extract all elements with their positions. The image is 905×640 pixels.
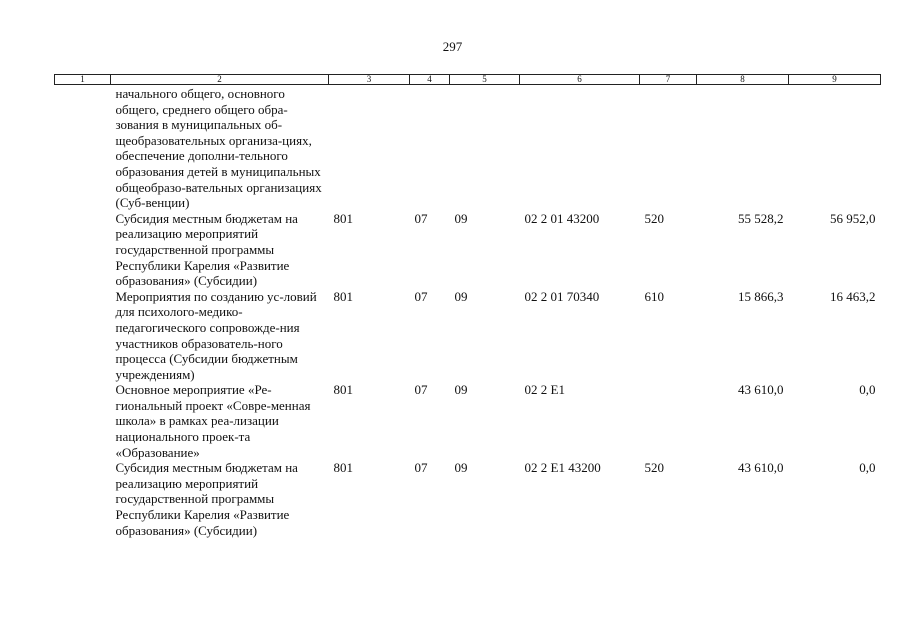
- amount-year-1: [697, 85, 789, 211]
- table-row: [55, 460, 881, 538]
- row-name: Субсидия местным бюджетам на реализацию мероприятий государственной программы Республики Карелия «Развитие образования» (Субсидии): [115, 210, 298, 289]
- target-article-code: [520, 85, 640, 211]
- empty-cell: [55, 211, 111, 289]
- ministry-code: 801: [333, 288, 353, 304]
- amount-year-1: 43 610,0: [738, 382, 784, 398]
- table-row: [55, 211, 881, 289]
- section-code: 07: [414, 288, 428, 304]
- header-cell-col-1: 1: [55, 75, 111, 85]
- expense-type-code: [640, 85, 697, 211]
- row-name: Основное мероприятие «Ре-гиональный проект «Совре-менная школа» в рамках реа-лизации национального проек-та «Образование»: [115, 382, 311, 460]
- amount-year-2: 56 952,0: [830, 210, 876, 226]
- amount-year-2: [789, 85, 881, 211]
- amount-year-1: 15 866,3: [738, 288, 784, 304]
- empty-cell: [55, 460, 111, 538]
- expense-type-code: 520: [644, 210, 664, 226]
- page-number: 297: [442, 39, 463, 54]
- budget-table: [54, 74, 881, 538]
- section-code: [410, 85, 450, 211]
- header-cell-col-6: 6: [520, 75, 640, 85]
- header-cell-col-5: 5: [450, 75, 520, 85]
- header-cell-col-3: 3: [329, 75, 410, 85]
- header-cell-col-8: 8: [697, 75, 789, 85]
- target-article-code: 02 2 E1 43200: [524, 460, 601, 476]
- target-article-code: 02 2 E1: [524, 382, 565, 398]
- header-cell-col-2: 2: [111, 75, 329, 85]
- expense-type-code: 520: [644, 460, 664, 476]
- amount-year-1: 43 610,0: [738, 460, 784, 476]
- target-article-code: 02 2 01 70340: [524, 288, 600, 304]
- subsection-code: 09: [454, 210, 468, 226]
- subsection-code: 09: [454, 288, 468, 304]
- header-cell-col-7: 7: [640, 75, 697, 85]
- subsection-code: 09: [454, 382, 468, 398]
- table-row: [55, 382, 881, 460]
- row-name: Мероприятия по созданию ус-ловий для психолого-медико-педагогического сопровожде-ния участников образователь-ного процесса (Субсидии бюджетным учреждениям): [115, 288, 317, 382]
- expense-type-code: [640, 382, 697, 460]
- section-code: 07: [414, 210, 428, 226]
- empty-cell: [55, 85, 111, 211]
- subsection-code: [450, 85, 520, 211]
- header-cell-col-4: 4: [410, 75, 450, 85]
- ministry-code: 801: [333, 382, 353, 398]
- row-name: Субсидия местным бюджетам на реализацию мероприятий государственной программы Республики Карелия «Развитие образования» (Субсидии): [115, 460, 298, 538]
- section-code: 07: [414, 460, 428, 476]
- amount-year-2: 0,0: [859, 460, 876, 476]
- amount-year-2: 0,0: [859, 382, 876, 398]
- amount-year-1: 55 528,2: [738, 210, 784, 226]
- expense-type-code: 610: [644, 288, 664, 304]
- empty-cell: [55, 382, 111, 460]
- header-cell-col-9: 9: [789, 75, 881, 85]
- empty-cell: [55, 289, 111, 383]
- subsection-code: 09: [454, 460, 468, 476]
- ministry-code: 801: [333, 210, 353, 226]
- row-name: начального общего, основного общего, среднего общего обра-зования в муниципальных об-щеобразовательных организа-циях, обеспечение дополни-тельного образования детей в муниципальных общеобразо-вательных организациях (Суб-венции): [115, 86, 322, 211]
- table-row: [55, 85, 881, 211]
- header-row: [55, 75, 881, 85]
- amount-year-2: 16 463,2: [830, 288, 876, 304]
- ministry-code: 801: [333, 460, 353, 476]
- table-row: [55, 289, 881, 383]
- target-article-code: 02 2 01 43200: [524, 210, 600, 226]
- ministry-code: [329, 85, 410, 211]
- section-code: 07: [414, 382, 428, 398]
